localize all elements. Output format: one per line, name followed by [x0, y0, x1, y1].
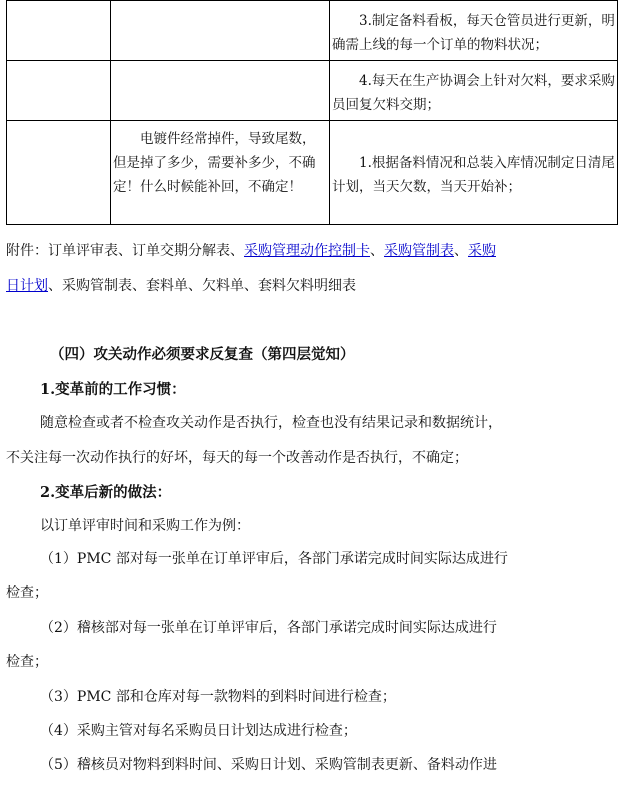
- heading-before: 1.变革前的工作习惯：: [40, 381, 186, 398]
- table-cell: [7, 61, 111, 121]
- separator: 、: [370, 243, 384, 259]
- attachments-prefix: 附件：订单评审表、订单交期分解表、: [6, 243, 244, 259]
- attachments-line-2: [6, 275, 618, 295]
- link-purchase-control-card[interactable]: 采购管理动作控制卡: [244, 243, 370, 259]
- table-cell: 3.制定备料看板，每天仓管员进行更新，明确需上线的每一个订单的物料状况；: [330, 1, 618, 61]
- link-purchase-control-table[interactable]: 采购管制表: [384, 243, 454, 259]
- table-row: [7, 121, 618, 225]
- table-row: [7, 61, 618, 121]
- table-cell: [111, 1, 330, 61]
- link-purchase-daily-plan-a[interactable]: 采购: [468, 243, 496, 259]
- attachments-line: [6, 241, 618, 261]
- link-purchase-daily-plan-b[interactable]: 日计划: [6, 278, 48, 294]
- table-cell: [7, 1, 111, 61]
- list-item-3: （3）PMC 部和仓库对每一款物料的到料时间进行检查；: [40, 689, 396, 705]
- table-row: [7, 1, 618, 61]
- section-title: （四）攻关动作必须要求反复查（第四层觉知）: [50, 346, 355, 363]
- list-item-2: （2）稽核部对每一张单在订单评审后，各部门承诺完成时间实际达成进行: [40, 620, 497, 636]
- list-item-1-cont: 检查；: [6, 585, 48, 601]
- action-table: [6, 0, 618, 225]
- intro-line: 以订单评审时间和采购工作为例：: [40, 518, 250, 534]
- table-cell: [111, 61, 330, 121]
- list-item-5: （5）稽核员对物料到料时间、采购日计划、采购管制表更新、备料动作进: [40, 757, 497, 773]
- table-cell: 4.每天在生产协调会上针对欠料，要求采购员回复欠料交期；: [330, 61, 618, 121]
- list-item-4: （4）采购主管对每名采购员日计划达成进行检查；: [40, 723, 357, 739]
- table-cell: 1.根据备料情况和总装入库情况制定日清尾计划，当天欠数，当天开始补；: [330, 121, 618, 225]
- paragraph-line: 随意检查或者不检查攻关动作是否执行，检查也没有结果记录和数据统计，: [40, 415, 502, 431]
- paragraph-line: 不关注每一次动作执行的好坏，每天的每一个改善动作是否执行，不确定；: [6, 450, 468, 466]
- heading-after: 2.变革后新的做法：: [40, 484, 172, 501]
- attachments-suffix: 、采购管制表、套料单、欠料单、套料欠料明细表: [48, 278, 356, 294]
- table-cell: [7, 121, 111, 225]
- list-item-1: （1）PMC 部对每一张单在订单评审后，各部门承诺完成时间实际达成进行: [40, 551, 508, 567]
- list-item-2-cont: 检查；: [6, 654, 48, 670]
- separator: 、: [454, 243, 468, 259]
- table-cell: 电镀件经常掉件，导致尾数，但是掉了多少，需要补多少，不确定！什么时候能补回，不确定！: [111, 121, 330, 225]
